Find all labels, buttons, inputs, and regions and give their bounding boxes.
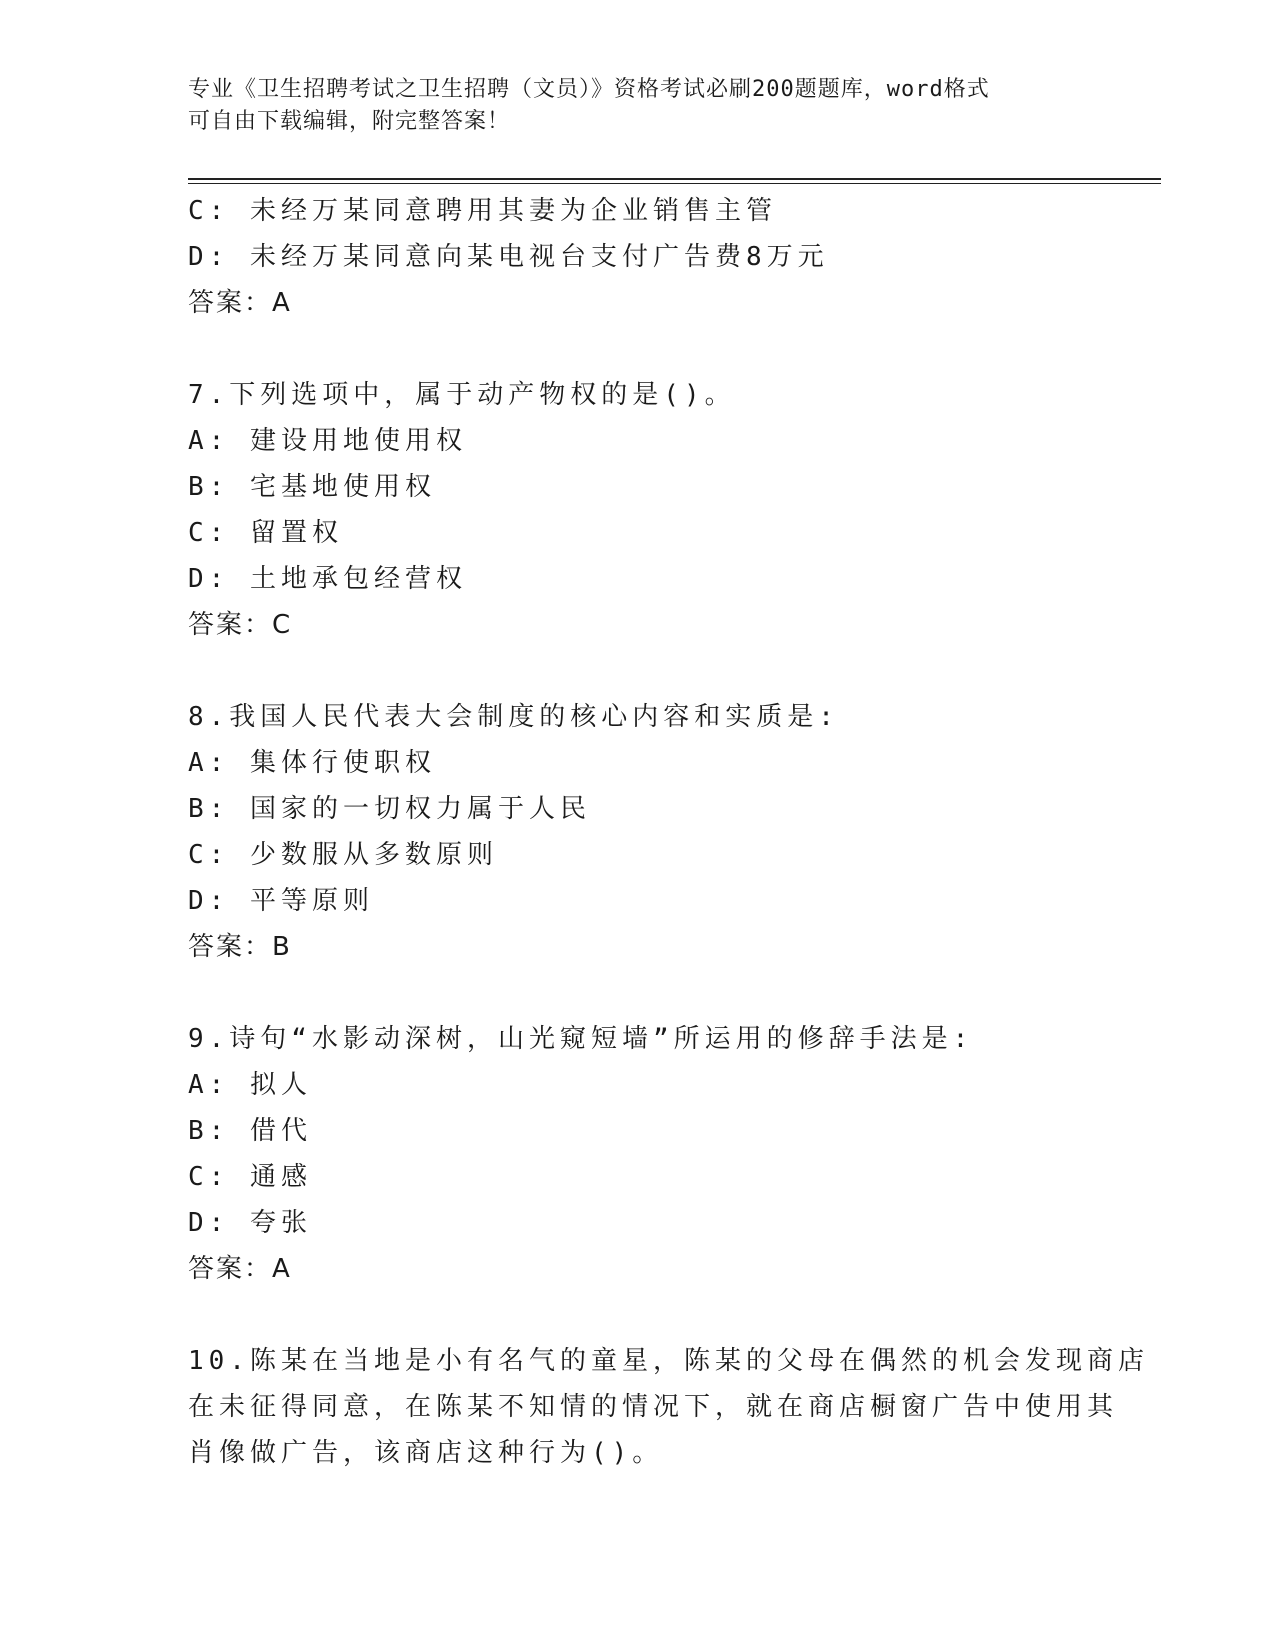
option-b: B: 国家的一切权力属于人民 xyxy=(188,794,591,824)
option-b: B: 借代 xyxy=(188,1116,312,1146)
spacer xyxy=(188,1292,1088,1338)
question-8 xyxy=(188,694,1088,970)
question-text-line-1: 10.陈某在当地是小有名气的童星，陈某的父母在偶然的机会发现商店 xyxy=(188,1346,1149,1376)
header-divider-thick xyxy=(188,178,1161,180)
question-9 xyxy=(188,1016,1088,1292)
header-line-1: 专业《卫生招聘考试之卫生招聘（文员）》资格考试必刷200题题库，word格式 xyxy=(188,77,990,102)
header-line-2: 可自由下载编辑，附完整答案！ xyxy=(188,109,511,134)
spacer xyxy=(188,648,1088,694)
question-text: 9.诗句“水影动深树，山光窥短墙”所运用的修辞手法是: xyxy=(188,1024,974,1054)
option-c: C: 留置权 xyxy=(188,518,343,548)
question-6-tail xyxy=(188,188,1088,326)
spacer xyxy=(188,970,1088,1016)
question-text-line-3: 肖像做广告，该商店这种行为()。 xyxy=(188,1438,664,1468)
header-divider-thin xyxy=(188,183,1161,184)
option-d: D: 夸张 xyxy=(188,1208,312,1238)
option-c: C: 少数服从多数原则 xyxy=(188,840,498,870)
answer: 答案：A xyxy=(188,1254,292,1284)
question-list xyxy=(188,188,1149,1476)
answer: 答案：B xyxy=(188,932,292,962)
document-header xyxy=(188,74,1088,138)
answer: 答案：C xyxy=(188,610,293,640)
question-10 xyxy=(188,1338,1149,1476)
option-a: A: 建设用地使用权 xyxy=(188,426,467,456)
question-text: 7.下列选项中，属于动产物权的是()。 xyxy=(188,380,736,410)
answer: 答案：A xyxy=(188,288,292,318)
option-c: C: 通感 xyxy=(188,1162,312,1192)
option-d: D: 土地承包经营权 xyxy=(188,564,467,594)
question-7 xyxy=(188,372,1088,648)
option-b: B: 宅基地使用权 xyxy=(188,472,436,502)
question-text: 8.我国人民代表大会制度的核心内容和实质是: xyxy=(188,702,839,732)
question-text-line-2: 在未征得同意，在陈某不知情的情况下，就在商店橱窗广告中使用其 xyxy=(188,1392,1119,1422)
option-d: D: 平等原则 xyxy=(188,886,374,916)
option-a: A: 拟人 xyxy=(188,1070,312,1100)
option-a: A: 集体行使职权 xyxy=(188,748,436,778)
option-d: D: 未经万某同意向某电视台支付广告费8万元 xyxy=(188,242,829,272)
spacer xyxy=(188,326,1088,372)
option-c: C: 未经万某同意聘用其妻为企业销售主管 xyxy=(188,196,777,226)
